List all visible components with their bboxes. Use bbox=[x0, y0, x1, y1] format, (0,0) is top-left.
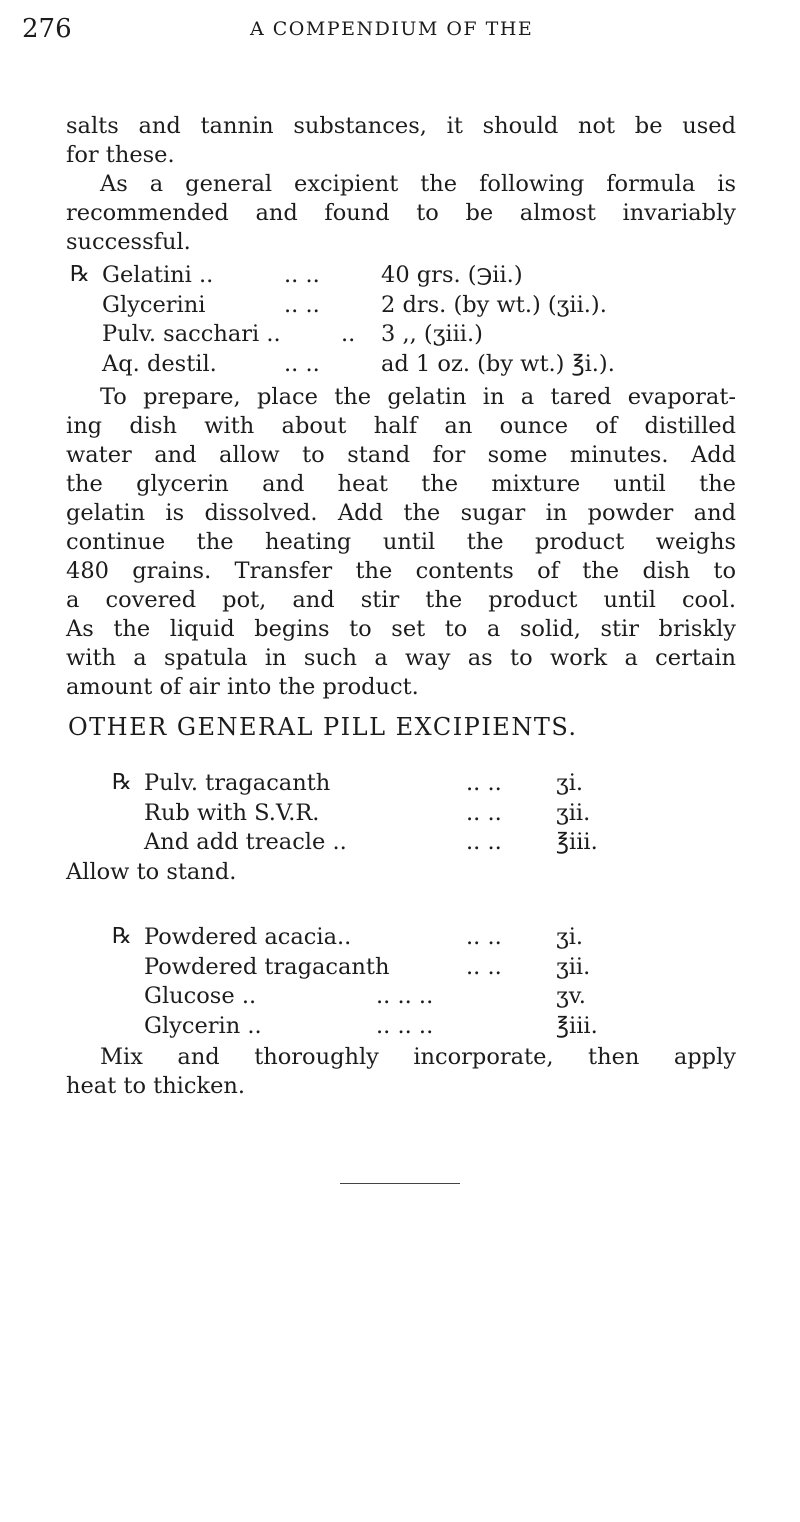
formula-row bbox=[66, 262, 746, 292]
formula-note: Allow to stand. bbox=[66, 858, 237, 885]
tragacanth-formula bbox=[66, 770, 746, 888]
ingredient-name: Gelatini .. bbox=[102, 262, 214, 288]
preparation-line-5: gelatin is dissolved. Add the sugar in powder and bbox=[66, 500, 736, 526]
preparation-line-8: a covered pot, and stir the product until cool. bbox=[66, 587, 736, 613]
leader-dots: .. .. bbox=[284, 262, 320, 288]
preparation-line-10: with a spatula in such a way as to work a certain bbox=[66, 645, 736, 671]
preparation-line-2: ing dish with about half an ounce of distilled bbox=[66, 413, 736, 439]
acacia-formula bbox=[66, 924, 746, 1042]
leader-dots: .. .. bbox=[466, 924, 502, 950]
formula-row bbox=[66, 924, 746, 954]
closing-line-2: heat to thicken. bbox=[66, 1073, 246, 1099]
ingredient-quantity: ℥iii. bbox=[556, 829, 598, 855]
formula-row bbox=[66, 829, 746, 859]
ingredient-name: Aq. destil. bbox=[102, 350, 217, 377]
formula-row bbox=[66, 954, 746, 984]
ingredient-name: Powdered acacia.. bbox=[144, 924, 352, 950]
page-number: 276 bbox=[22, 14, 72, 44]
formula-row bbox=[66, 770, 746, 800]
preparation-line-4: the glycerin and heat the mixture until the bbox=[66, 471, 736, 497]
closing-line-1: Mix and thoroughly incorporate, then apply bbox=[100, 1044, 736, 1070]
leader-dots: .. .. bbox=[466, 829, 502, 855]
ingredient-quantity: ʒi. bbox=[556, 770, 584, 796]
running-title: A COMPENDIUM OF THE bbox=[250, 18, 534, 40]
formula-note-row bbox=[66, 859, 746, 889]
ingredient-quantity: ʒii. bbox=[556, 953, 591, 980]
gelatin-formula bbox=[66, 262, 746, 380]
preparation-line-7: 480 grains. Transfer the contents of the dish to bbox=[66, 558, 736, 584]
leader-dots: .. .. bbox=[284, 350, 320, 377]
preparation-line-11: amount of air into the product. bbox=[66, 674, 419, 700]
preparation-line-6: continue the heating until the product weighs bbox=[66, 529, 736, 555]
formula-row bbox=[66, 1013, 746, 1043]
section-heading: OTHER GENERAL PILL EXCIPIENTS. bbox=[68, 713, 578, 741]
formula-row bbox=[66, 321, 746, 351]
preparation-line-3: water and allow to stand for some minutes. Add bbox=[66, 442, 736, 468]
ingredient-name: Glycerini bbox=[102, 291, 206, 318]
leader-dots: .. .. bbox=[466, 770, 502, 796]
ingredient-quantity: ʒii. bbox=[556, 799, 591, 826]
end-rule bbox=[340, 1183, 460, 1184]
recipe-symbol: ℞ bbox=[70, 262, 90, 287]
ingredient-name: Glucose .. bbox=[144, 983, 257, 1009]
ingredient-quantity: 2 drs. (by wt.) (ʒii.). bbox=[381, 291, 607, 318]
ingredient-quantity: 3 ,, (ʒiii.) bbox=[381, 321, 483, 347]
page-header bbox=[22, 14, 778, 54]
ingredient-name: Glycerin .. bbox=[144, 1012, 262, 1039]
ingredient-quantity: ʒi. bbox=[556, 924, 584, 950]
formula-row bbox=[66, 292, 746, 322]
excipient-intro-line-1: As a general excipient the following formula is bbox=[100, 171, 736, 197]
leader-dots: .. bbox=[341, 321, 356, 347]
ingredient-name: Pulv. tragacanth bbox=[144, 770, 331, 796]
ingredient-quantity: ʒv. bbox=[556, 983, 586, 1009]
leader-dots: .. .. .. bbox=[376, 1012, 434, 1039]
leader-dots: .. .. bbox=[466, 953, 502, 980]
ingredient-quantity: 40 grs. (℈ii.) bbox=[381, 262, 523, 288]
ingredient-name: Powdered tragacanth bbox=[144, 953, 390, 980]
preparation-line-1: To prepare, place the gelatin in a tared evaporat- bbox=[100, 384, 736, 410]
ingredient-name: Rub with S.V.R. bbox=[144, 799, 320, 826]
intro-line-2: for these. bbox=[66, 142, 175, 168]
formula-row bbox=[66, 351, 746, 381]
formula-row bbox=[66, 983, 746, 1013]
excipient-intro-line-2: recommended and found to be almost invariably bbox=[66, 200, 736, 226]
ingredient-quantity: ℥iii. bbox=[556, 1012, 598, 1039]
intro-line-1: salts and tannin substances, it should not be used bbox=[66, 113, 736, 139]
leader-dots: .. .. bbox=[466, 799, 502, 826]
preparation-line-9: As the liquid begins to set to a solid, stir briskly bbox=[66, 616, 736, 642]
leader-dots: .. .. .. bbox=[376, 983, 434, 1009]
formula-row bbox=[66, 800, 746, 830]
ingredient-name: And add treacle .. bbox=[144, 829, 347, 855]
ingredient-name: Pulv. sacchari .. bbox=[102, 321, 281, 347]
excipient-intro-line-3: successful. bbox=[66, 229, 191, 255]
leader-dots: .. .. bbox=[284, 291, 320, 318]
ingredient-quantity: ad 1 oz. (by wt.) ℥i.). bbox=[381, 350, 615, 377]
recipe-symbol: ℞ bbox=[112, 924, 132, 949]
recipe-symbol: ℞ bbox=[112, 770, 132, 795]
